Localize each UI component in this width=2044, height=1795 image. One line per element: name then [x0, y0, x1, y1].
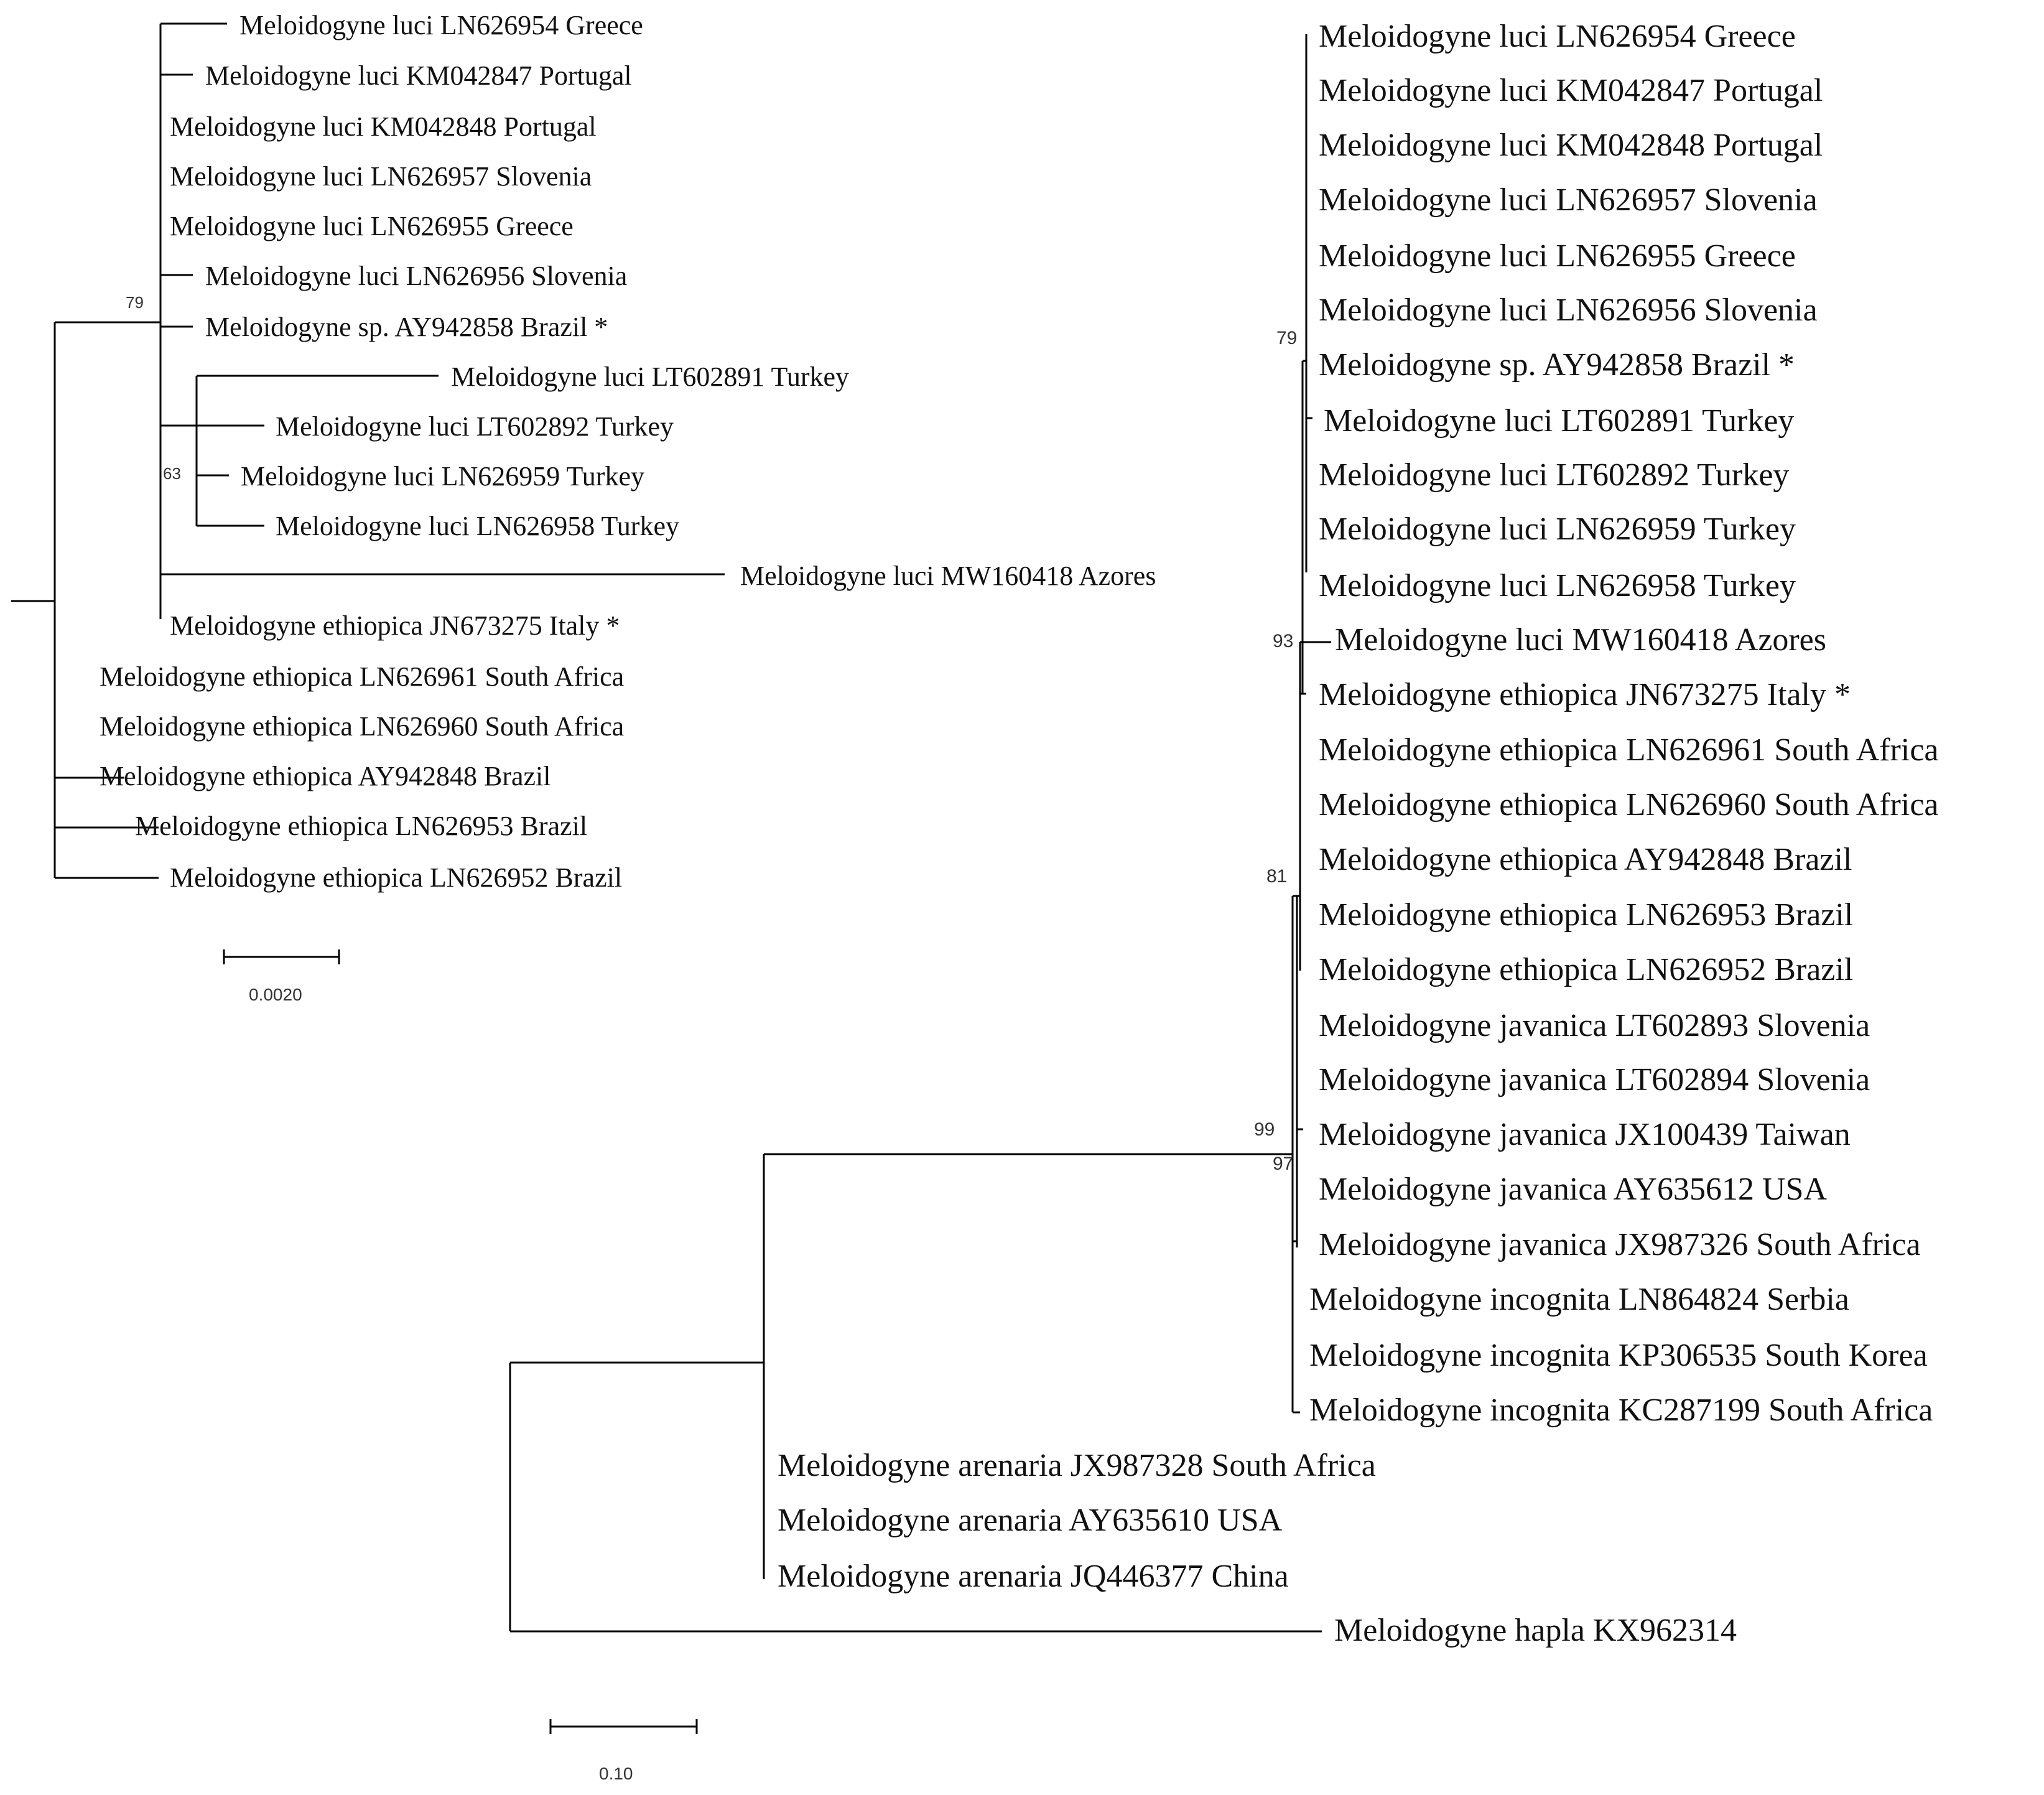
right-leaf-label: Meloidogyne javanica JX100439 Taiwan: [1319, 1117, 1851, 1152]
left-leaf-label: Meloidogyne luci LT602891 Turkey: [451, 361, 850, 392]
right-leaf-label: Meloidogyne sp. AY942858 Brazil *: [1319, 347, 1795, 383]
right-leaf-label: Meloidogyne incognita KC287199 South Africa: [1309, 1392, 1933, 1428]
left-leaf-label: Meloidogyne ethiopica LN626961 South Africa: [100, 661, 625, 692]
right-scale-bar: [550, 1719, 697, 1783]
right-leaf-label: Meloidogyne incognita LN864824 Serbia: [1309, 1282, 1849, 1317]
right-leaf-label: Meloidogyne javanica JX987326 South Africa: [1319, 1227, 1921, 1262]
right-leaf-label: Meloidogyne incognita KP306535 South Korea: [1309, 1338, 1928, 1373]
right-leaf-label: Meloidogyne javanica LT602894 Slovenia: [1319, 1062, 1870, 1098]
right-leaf-label: Meloidogyne luci KM042848 Portugal: [1319, 128, 1823, 163]
right-leaf-label: Meloidogyne ethiopica AY942848 Brazil: [1319, 842, 1852, 877]
right-leaf-label: Meloidogyne ethiopica LN626952 Brazil: [1319, 952, 1854, 987]
right-leaf-label: Meloidogyne javanica LT602893 Slovenia: [1319, 1008, 1870, 1043]
left-tree-leaf-labels: [100, 10, 1156, 893]
left-leaf-label: Meloidogyne ethiopica JN673275 Italy *: [170, 610, 620, 641]
left-leaf-label: Meloidogyne ethiopica LN626960 South Africa: [100, 711, 625, 742]
right-bootstrap-label: 79: [1276, 328, 1298, 348]
right-bootstrap-label: 99: [1254, 1119, 1275, 1140]
left-leaf-label: Meloidogyne luci LT602892 Turkey: [276, 411, 674, 442]
left-bootstrap-label: 79: [126, 293, 144, 312]
right-leaf-label: Meloidogyne luci LN626954 Greece: [1319, 19, 1796, 54]
right-leaf-label: Meloidogyne ethiopica JN673275 Italy *: [1319, 677, 1851, 712]
right-leaf-label: Meloidogyne luci KM042847 Portugal: [1319, 73, 1823, 108]
left-leaf-label: Meloidogyne luci KM042847 Portugal: [205, 60, 632, 91]
right-leaf-label: Meloidogyne ethiopica LN626953 Brazil: [1319, 897, 1854, 933]
right-leaf-label: Meloidogyne arenaria JQ446377 China: [778, 1559, 1289, 1594]
left-leaf-label: Meloidogyne luci LN626957 Slovenia: [170, 161, 592, 192]
left-leaf-label: Meloidogyne luci MW160418 Azores: [740, 561, 1156, 591]
left-leaf-label: Meloidogyne ethiopica LN626953 Brazil: [135, 811, 588, 841]
right-leaf-label: Meloidogyne javanica AY635612 USA: [1319, 1172, 1827, 1207]
left-scale-bar: [224, 949, 339, 1004]
right-bootstrap-label: 97: [1273, 1154, 1294, 1174]
right-leaf-label: Meloidogyne arenaria JX987328 South Africa: [778, 1448, 1376, 1483]
right-leaf-label: Meloidogyne luci LT602892 Turkey: [1319, 457, 1790, 493]
right-leaf-label: Meloidogyne luci MW160418 Azores: [1335, 622, 1826, 658]
right-scale-bar-label: 0.10: [599, 1764, 633, 1783]
right-bootstrap-label: 93: [1273, 631, 1294, 651]
left-leaf-label: Meloidogyne luci LN626954 Greece: [239, 10, 643, 40]
left-leaf-label: Meloidogyne sp. AY942858 Brazil *: [205, 312, 608, 342]
right-leaf-label: Meloidogyne luci LN626959 Turkey: [1319, 511, 1796, 547]
right-leaf-label: Meloidogyne luci LN626955 Greece: [1319, 238, 1796, 274]
left-tree: [11, 10, 1156, 1004]
left-leaf-label: Meloidogyne luci LN626958 Turkey: [276, 511, 679, 541]
right-leaf-label: Meloidogyne luci LT602891 Turkey: [1324, 403, 1795, 439]
right-leaf-label: Meloidogyne ethiopica LN626960 South Africa: [1319, 787, 1939, 823]
left-bootstrap-label: 63: [163, 464, 181, 483]
left-leaf-label: Meloidogyne ethiopica LN626952 Brazil: [170, 862, 623, 893]
left-leaf-label: Meloidogyne luci KM042848 Portugal: [170, 111, 597, 142]
right-leaf-label: Meloidogyne ethiopica LN626961 South Africa: [1319, 732, 1939, 768]
right-tree-leaf-labels: [778, 19, 1938, 1648]
left-scale-bar-label: 0.0020: [249, 985, 302, 1004]
left-leaf-label: Meloidogyne ethiopica AY942848 Brazil: [100, 761, 551, 791]
right-bootstrap-label: 81: [1266, 866, 1288, 887]
right-leaf-label: Meloidogyne luci LN626958 Turkey: [1319, 568, 1796, 604]
right-leaf-label: Meloidogyne luci LN626957 Slovenia: [1319, 182, 1818, 218]
right-tree-branches: [510, 34, 1331, 1631]
right-tree: [510, 19, 1938, 1783]
left-leaf-label: Meloidogyne luci LN626955 Greece: [170, 211, 574, 241]
left-leaf-label: Meloidogyne luci LN626959 Turkey: [241, 461, 644, 492]
left-tree-branches: [11, 24, 725, 878]
left-leaf-label: Meloidogyne luci LN626956 Slovenia: [205, 261, 628, 291]
right-leaf-label: Meloidogyne luci LN626956 Slovenia: [1319, 292, 1818, 328]
right-leaf-label: Meloidogyne hapla KX962314: [1334, 1613, 1737, 1648]
right-leaf-label: Meloidogyne arenaria AY635610 USA: [778, 1503, 1283, 1538]
